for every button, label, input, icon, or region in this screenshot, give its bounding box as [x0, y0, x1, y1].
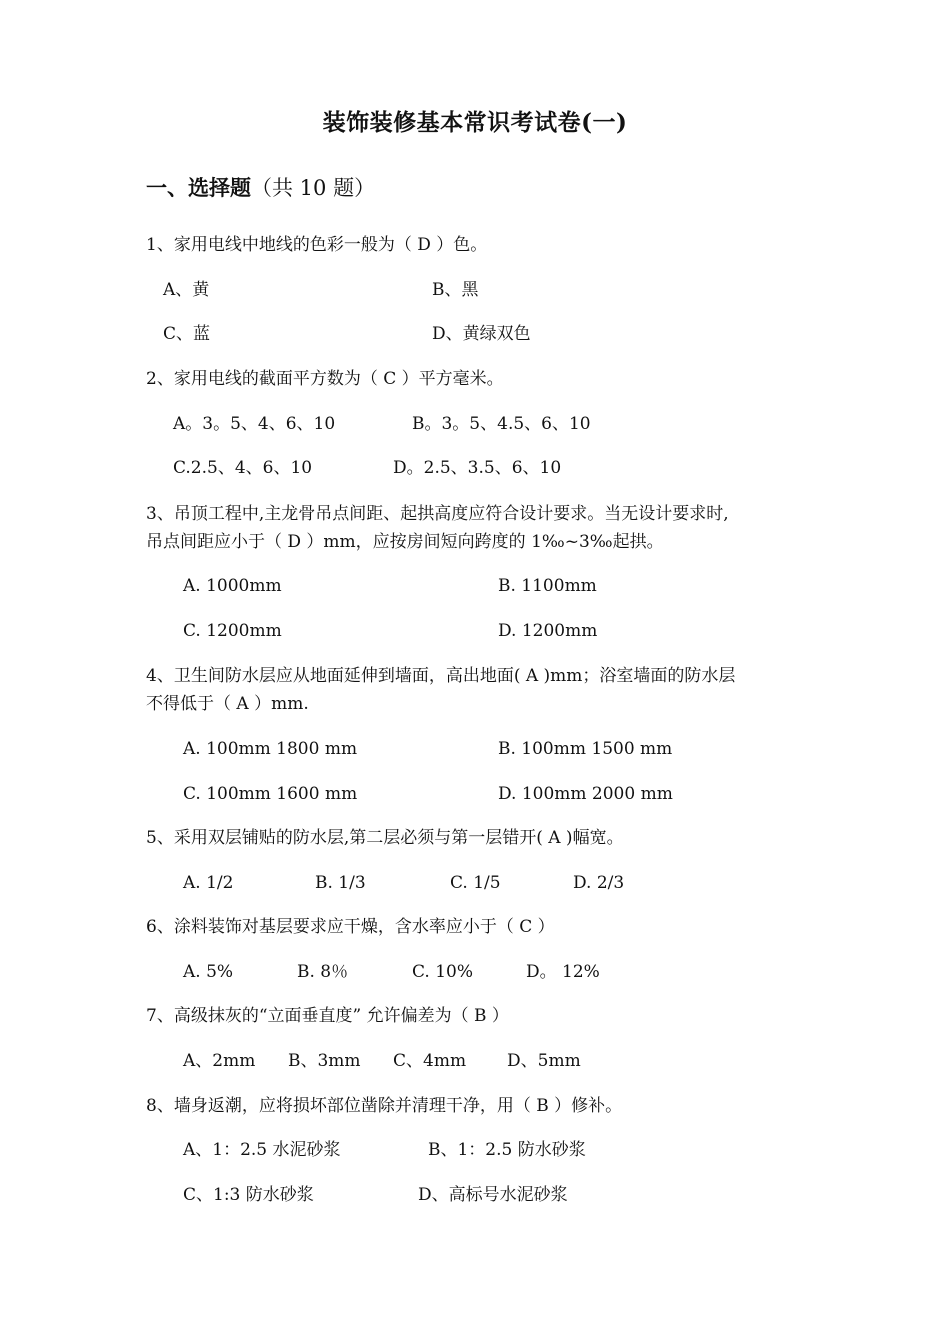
question-8-stem: 8、墙身返潮，应将损坏部位凿除并清理干净，用（ B ）修补。 [146, 1096, 623, 1116]
question-3-stem-line-2: 吊点间距应小于（ D ）mm，应按房间短向跨度的 1‰~3‰起拱。 [146, 532, 664, 552]
question-7-stem: 7、高级抹灰的“立面垂直度” 允许偏差为（ B ） [146, 1006, 509, 1026]
question-4-option-c: C. 100mm 1600 mm [183, 784, 358, 804]
section-heading [146, 172, 375, 202]
question-4-option-d: D. 100mm 2000 mm [498, 784, 673, 804]
question-2-option-c: C.2.5、4、6、10 [173, 458, 313, 478]
section-note: （共 10 题） [251, 176, 376, 200]
exam-title: 装饰装修基本常识考试卷(一) [322, 109, 628, 136]
question-1-option-c: C、蓝 [163, 324, 211, 344]
question-7-option-a: A、2mm [183, 1051, 256, 1071]
question-2-option-d: D。2.5、3.5、6、10 [393, 458, 562, 478]
question-1-option-b: B、黑 [432, 280, 479, 300]
question-5-option-d: D. 2/3 [573, 873, 625, 893]
question-3-option-d: D. 1200mm [498, 621, 598, 641]
question-4-stem-line-2: 不得低于（ A ）mm. [146, 694, 309, 714]
question-8-option-c: C、1:3 防水砂浆 [183, 1185, 314, 1205]
question-6-option-d: D。 12% [526, 962, 600, 982]
question-3-option-b: B. 1100mm [498, 576, 597, 596]
question-3-option-a: A. 1000mm [183, 576, 282, 596]
question-7-option-c: C、4mm [393, 1051, 467, 1071]
question-5-option-a: A. 1/2 [183, 873, 234, 893]
question-6-option-c: C. 10% [412, 962, 473, 982]
question-1-option-d: D、黄绿双色 [432, 324, 531, 344]
question-3-stem-line-1: 3、吊顶工程中,主龙骨吊点间距、起拱高度应符合设计要求。当无设计要求时, [146, 504, 729, 524]
question-5-option-c: C. 1/5 [450, 873, 501, 893]
question-4-option-a: A. 100mm 1800 mm [183, 739, 358, 759]
question-1-option-a: A、黄 [163, 280, 210, 300]
question-4-option-b: B. 100mm 1500 mm [498, 739, 673, 759]
section-title: 一、选择题 [146, 175, 251, 200]
question-2-option-a: A。3。5、4、6、10 [173, 414, 336, 434]
question-1-stem: 1、家用电线中地线的色彩一般为（ D ）色。 [146, 235, 488, 255]
question-7-option-d: D、5mm [507, 1051, 581, 1071]
question-8-option-d: D、高标号水泥砂浆 [418, 1185, 568, 1205]
question-5-option-b: B. 1/3 [315, 873, 366, 893]
question-4-stem-line-1: 4、卫生间防水层应从地面延伸到墙面，高出地面( A )mm；浴室墙面的防水层 [146, 666, 736, 686]
question-3-option-c: C. 1200mm [183, 621, 282, 641]
question-2-stem: 2、家用电线的截面平方数为（ C ）平方毫米。 [146, 369, 504, 389]
question-8-option-a: A、1：2.5 水泥砂浆 [183, 1140, 341, 1160]
question-5-stem: 5、采用双层铺贴的防水层,第二层必须与第一层错开( A )幅宽。 [146, 828, 624, 848]
question-2-option-b: B。3。5、4.5、6、10 [412, 414, 591, 434]
question-6-option-b: B. 8％ [297, 962, 349, 982]
question-6-option-a: A. 5% [183, 962, 234, 982]
question-7-option-b: B、3mm [288, 1051, 361, 1071]
question-8-option-b: B、1：2.5 防水砂浆 [428, 1140, 586, 1160]
question-6-stem: 6、涂料装饰对基层要求应干燥，含水率应小于（ C ） [146, 917, 555, 937]
